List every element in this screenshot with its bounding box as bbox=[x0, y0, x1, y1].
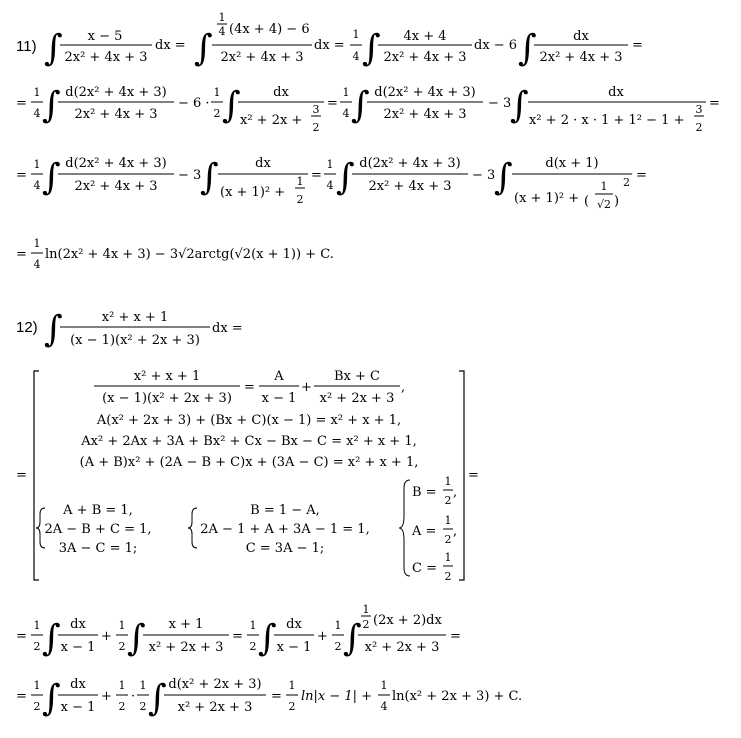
system-equation: 3A − C = 1; bbox=[58, 541, 138, 556]
fraction-denominator: 2 bbox=[312, 121, 320, 134]
problem-11-label: 11) bbox=[16, 38, 37, 55]
coefficient-denominator: 2 bbox=[118, 640, 126, 653]
fraction-numerator: dx bbox=[255, 156, 271, 171]
integral-sign: ∫ bbox=[222, 85, 241, 126]
fraction-denominator: 2x² + 4x + 3 bbox=[383, 50, 467, 65]
fraction-denominator: x² + 2x + 3 bbox=[319, 391, 395, 406]
coefficient-denominator: 2 bbox=[249, 640, 257, 653]
fraction-denominator: x − 1 bbox=[276, 640, 312, 655]
fraction-numerator: 4x + 4 bbox=[403, 29, 447, 44]
coefficient-denominator: 4 bbox=[33, 179, 41, 192]
fraction-denominator: 2 bbox=[444, 570, 452, 583]
fraction-denominator: 2 bbox=[296, 193, 304, 206]
fraction-denominator: 2x² + 4x + 3 bbox=[383, 107, 467, 122]
integral-sign: ∫ bbox=[127, 618, 146, 659]
fraction-numerator: d(2x² + 4x + 3) bbox=[359, 156, 461, 171]
integral-sign: ∫ bbox=[336, 157, 355, 198]
fraction-numerator: dx bbox=[70, 617, 86, 632]
fraction-numerator: 1 bbox=[444, 551, 452, 564]
fraction-numerator: 1 bbox=[600, 180, 608, 193]
fraction-denominator: 2 bbox=[695, 121, 703, 134]
system-equation: 2A − 1 + A + 3A − 1 = 1, bbox=[200, 522, 370, 537]
equals-sign: = bbox=[632, 38, 643, 53]
fraction-denominator: x² + 2x + 3 bbox=[148, 640, 224, 655]
solution-lhs: C = bbox=[412, 561, 437, 576]
coefficient-numerator: 1 bbox=[326, 158, 334, 171]
coefficient-denominator: 4 bbox=[33, 258, 41, 271]
term: − 3 bbox=[178, 168, 202, 183]
paren-left: ( bbox=[584, 194, 590, 209]
coefficient-numerator: 1 bbox=[33, 158, 41, 171]
equals-sign: = bbox=[450, 629, 461, 644]
coefficient-numerator: 1 bbox=[118, 619, 126, 632]
integral-sign: ∫ bbox=[44, 28, 63, 69]
coefficient-denominator: 2 bbox=[33, 640, 41, 653]
coefficient-denominator: 2 bbox=[213, 107, 221, 120]
integral-sign: ∫ bbox=[42, 157, 61, 198]
system-equation: 2A − B + C = 1, bbox=[44, 522, 152, 537]
coefficient-denominator: 2 bbox=[334, 640, 342, 653]
differential: dx = bbox=[212, 321, 243, 336]
fraction-denominator: 2x² + 4x + 3 bbox=[539, 50, 623, 65]
fraction-denominator: x² + 2x + 3 bbox=[177, 700, 253, 715]
fraction-denominator: 2x² + 4x + 3 bbox=[74, 179, 158, 194]
plus-sign: + bbox=[317, 629, 328, 644]
term: − 3 bbox=[472, 168, 496, 183]
fraction-numerator: 3 bbox=[312, 103, 320, 116]
equals-sign: = bbox=[709, 96, 720, 111]
fraction-numerator: dx bbox=[286, 617, 302, 632]
fraction-denominator: (x − 1)(x² + 2x + 3) bbox=[70, 333, 200, 348]
coefficient-numerator: 1 bbox=[342, 86, 350, 99]
problem-11-line-3 bbox=[16, 156, 647, 211]
equals-sign: = bbox=[271, 689, 282, 704]
solution-lhs: B = bbox=[412, 485, 437, 500]
coefficient-denominator: 2 bbox=[118, 700, 126, 713]
fraction-denominator: (x − 1)(x² + 2x + 3) bbox=[102, 391, 232, 406]
equals-sign: = bbox=[244, 380, 255, 395]
fraction-numerator: (2x + 2)dx bbox=[373, 613, 442, 628]
problem-11-line-4 bbox=[16, 237, 334, 271]
fraction-numerator: Bx + C bbox=[334, 369, 380, 384]
equals-sign: = bbox=[636, 168, 647, 183]
term: − 6 · bbox=[178, 96, 210, 111]
equals-sign: = bbox=[16, 96, 27, 111]
fraction-numerator: 1 bbox=[296, 175, 304, 188]
problem-11-line-2 bbox=[16, 85, 720, 134]
system-brace bbox=[399, 480, 410, 576]
fraction-numerator: (4x + 4) − 6 bbox=[229, 22, 310, 37]
integral-sign: ∫ bbox=[148, 678, 167, 719]
final-answer: ln(2x² + 4x + 3) − 3√2arctg(√2(x + 1)) + C. bbox=[45, 247, 334, 262]
fraction-numerator: 3 bbox=[695, 103, 703, 116]
fraction-numerator: dx bbox=[273, 85, 289, 100]
fraction-numerator: 1 bbox=[444, 514, 452, 527]
exponent: 2 bbox=[623, 176, 630, 189]
integral-sign: ∫ bbox=[510, 85, 529, 126]
equals-sign: = bbox=[16, 629, 27, 644]
integral-sign: ∫ bbox=[494, 157, 513, 198]
coefficient-denominator: 4 bbox=[352, 50, 360, 63]
fraction-denominator: 2 bbox=[362, 618, 370, 631]
fraction-denominator: x² + 2x + 3 bbox=[364, 640, 440, 655]
fraction-numerator: d(x + 1) bbox=[545, 156, 599, 171]
partial-fractions-block bbox=[16, 369, 479, 583]
coefficient-denominator: 2 bbox=[139, 700, 147, 713]
coefficient-denominator: 4 bbox=[33, 107, 41, 120]
differential: dx = bbox=[155, 38, 186, 53]
comma: , bbox=[453, 485, 458, 500]
fraction-denominator: x² + 2 · x · 1 + 1² − 1 + bbox=[529, 113, 685, 128]
plus-sign: + bbox=[101, 629, 112, 644]
fraction-numerator: x² + x + 1 bbox=[101, 310, 169, 325]
coefficient-numerator: 1 bbox=[139, 679, 147, 692]
integral-sign: ∫ bbox=[42, 85, 61, 126]
equals-sign: = bbox=[468, 468, 479, 483]
equals-sign: = bbox=[16, 168, 27, 183]
coefficient-numerator: 1 bbox=[334, 619, 342, 632]
coefficient-numerator: 1 bbox=[33, 619, 41, 632]
integral-sign: ∫ bbox=[518, 28, 537, 69]
coefficient-denominator: 4 bbox=[326, 179, 334, 192]
integral-sign: ∫ bbox=[44, 309, 63, 350]
fraction-numerator: d(2x² + 4x + 3) bbox=[65, 85, 167, 100]
plus-sign: + bbox=[301, 380, 312, 395]
fraction-numerator: d(2x² + 4x + 3) bbox=[65, 156, 167, 171]
fraction-denominator: 2x² + 4x + 3 bbox=[220, 50, 304, 65]
fraction-denominator: 2 bbox=[444, 533, 452, 546]
equals-sign: = bbox=[311, 168, 322, 183]
fraction-numerator: dx bbox=[608, 85, 624, 100]
problem-12-line-1 bbox=[16, 309, 243, 350]
solution-lhs: A = bbox=[412, 524, 437, 539]
fraction-denominator: (x + 1)² + bbox=[220, 185, 286, 200]
fraction-denominator: √2 bbox=[596, 198, 612, 211]
fraction-numerator: dx bbox=[70, 677, 86, 692]
fraction-numerator: dx bbox=[573, 29, 589, 44]
fraction-denominator: 2 bbox=[444, 494, 452, 507]
coefficient-numerator: 1 bbox=[380, 679, 388, 692]
term: dx − 6 bbox=[474, 38, 518, 53]
coefficient-denominator: 2 bbox=[33, 700, 41, 713]
result-term: ln|x − 1| + bbox=[301, 689, 373, 704]
fraction-numerator: 1 bbox=[362, 603, 370, 616]
coefficient-denominator: 2 bbox=[288, 700, 296, 713]
equals-sign: = bbox=[16, 468, 27, 483]
fraction-numerator: 1 bbox=[218, 11, 226, 24]
coefficient-denominator: 4 bbox=[380, 700, 388, 713]
comma: , bbox=[401, 380, 406, 395]
integral-sign: ∫ bbox=[258, 618, 277, 659]
system-equation: A + B = 1, bbox=[63, 503, 133, 518]
result-term: ln(x² + 2x + 3) + C. bbox=[392, 689, 523, 704]
integral-sign: ∫ bbox=[362, 28, 381, 69]
fraction-denominator: x − 1 bbox=[60, 700, 96, 715]
equals-sign: = bbox=[16, 689, 27, 704]
fraction-numerator: x + 1 bbox=[168, 617, 204, 632]
problem-12-line-2 bbox=[16, 603, 461, 659]
fraction-numerator: x² + x + 1 bbox=[133, 369, 201, 384]
equation-row: Ax² + 2Ax + 3A + Bx² + Cx − Bx − C = x² + x + 1, bbox=[81, 434, 417, 449]
system-equation: B = 1 − A, bbox=[250, 503, 320, 518]
term: − 3 bbox=[488, 96, 512, 111]
coefficient-numerator: 1 bbox=[33, 679, 41, 692]
integral-sign: ∫ bbox=[200, 157, 219, 198]
equation-row: (A + B)x² + (2A − B + C)x + (3A − C) = x² + x + 1, bbox=[79, 455, 419, 470]
fraction-numerator: 1 bbox=[444, 475, 452, 488]
fraction-denominator: 2x² + 4x + 3 bbox=[368, 179, 452, 194]
integral-sign: ∫ bbox=[194, 28, 213, 69]
coefficient-numerator: 1 bbox=[249, 619, 257, 632]
fraction-denominator: x² + 2x + bbox=[240, 113, 303, 128]
problem-12-line-3 bbox=[16, 677, 522, 719]
fraction-numerator: d(x² + 2x + 3) bbox=[168, 677, 262, 692]
multiplication-dot: · bbox=[131, 689, 136, 704]
coefficient-denominator: 4 bbox=[342, 107, 350, 120]
coefficient-numerator: 1 bbox=[33, 237, 41, 250]
fraction-numerator: A bbox=[274, 369, 284, 384]
fraction-denominator: x − 1 bbox=[60, 640, 96, 655]
equals-sign: = bbox=[16, 247, 27, 262]
fraction-denominator: x − 1 bbox=[261, 391, 297, 406]
bracket-left bbox=[34, 371, 39, 580]
integral-sign: ∫ bbox=[42, 618, 61, 659]
coefficient-numerator: 1 bbox=[352, 28, 360, 41]
integral-sign: ∫ bbox=[42, 678, 61, 719]
integral-sign: ∫ bbox=[351, 85, 370, 126]
plus-sign: + bbox=[101, 689, 112, 704]
equation-row: A(x² + 2x + 3) + (Bx + C)(x − 1) = x² + x + 1, bbox=[96, 413, 402, 428]
fraction-denominator: (x + 1)² + bbox=[514, 191, 580, 206]
problem-11-line-1 bbox=[16, 11, 643, 69]
equals-sign: = bbox=[327, 96, 338, 111]
equals-sign: = bbox=[232, 629, 243, 644]
fraction-numerator: x − 5 bbox=[87, 29, 123, 44]
problem-12-label: 12) bbox=[16, 319, 38, 336]
bracket-right bbox=[459, 371, 464, 580]
comma: , bbox=[453, 524, 458, 539]
fraction-denominator: 2x² + 4x + 3 bbox=[64, 50, 148, 65]
coefficient-numerator: 1 bbox=[288, 679, 296, 692]
coefficient-numerator: 1 bbox=[213, 86, 221, 99]
fraction-numerator: d(2x² + 4x + 3) bbox=[374, 85, 476, 100]
integral-sign: ∫ bbox=[343, 618, 362, 659]
coefficient-numerator: 1 bbox=[118, 679, 126, 692]
paren-right: ) bbox=[614, 194, 620, 209]
system-equation: C = 3A − 1; bbox=[245, 541, 325, 556]
differential: dx = bbox=[314, 38, 345, 53]
coefficient-numerator: 1 bbox=[33, 86, 41, 99]
system-brace bbox=[188, 508, 197, 548]
fraction-denominator: 4 bbox=[218, 25, 226, 38]
fraction-denominator: 2x² + 4x + 3 bbox=[74, 107, 158, 122]
